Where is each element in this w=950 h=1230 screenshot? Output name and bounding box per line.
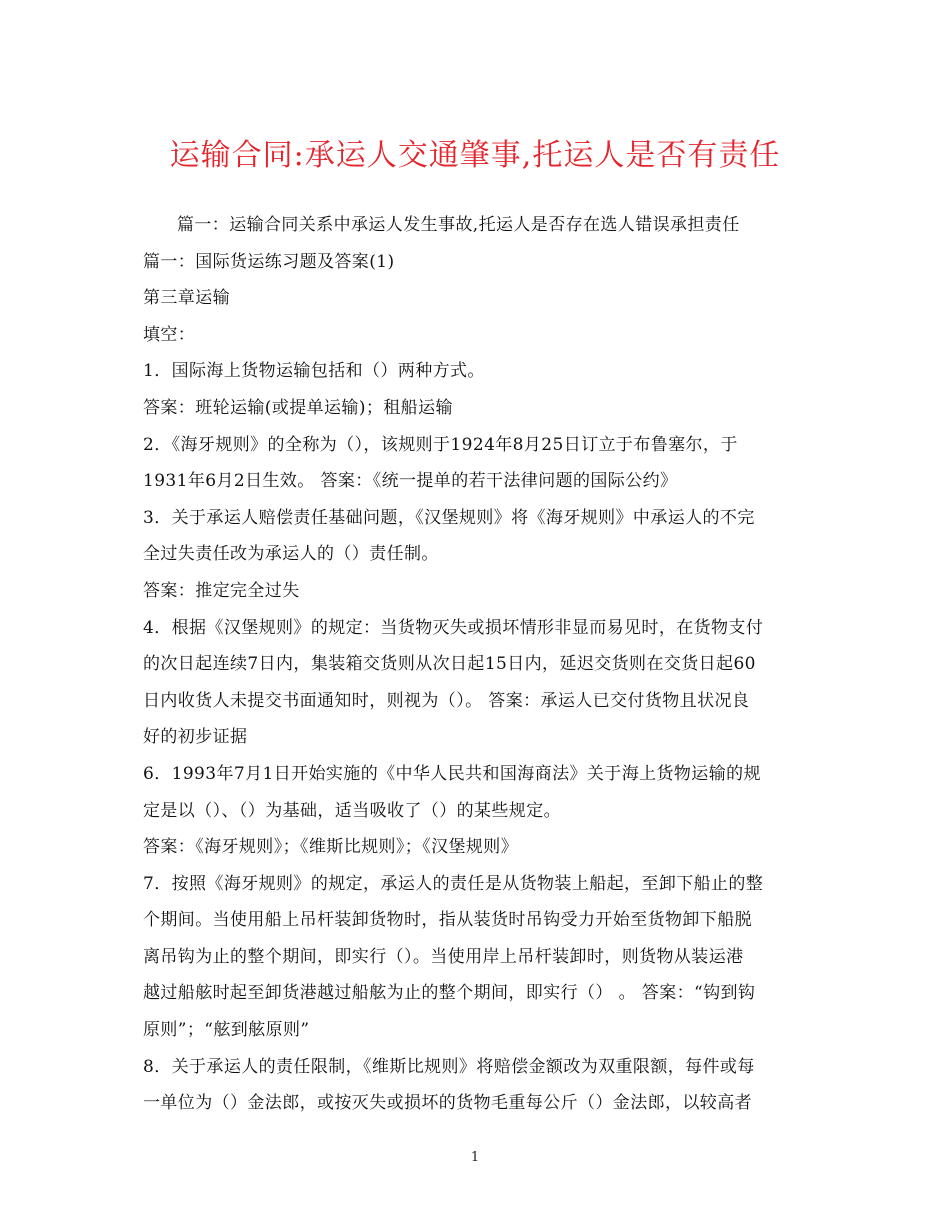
text-line: 篇一：国际货运练习题及答案(1) [143, 251, 395, 272]
text-line: 7．按照《海牙规则》的规定，承运人的责任是从货物装上船起，至卸下船止的整 [143, 873, 764, 894]
text-line: 的次日起连续7日内，集装箱交货则从次日起15日内，延迟交货则在交货日起60 [143, 654, 756, 675]
intro-line: 篇一：运输合同关系中承运人发生事故,托运人是否存在选人错误承担责任 [177, 215, 740, 235]
text-line: 日内收货人未提交书面通知时，则视为（）。 答案：承运人已交付货物且状况良 [143, 690, 750, 711]
text-line: 第三章运输 [143, 288, 230, 309]
text-line: 好的初步证据 [143, 727, 248, 748]
text-line: 1．国际海上货物运输包括和（）两种方式。 [143, 361, 485, 382]
text-line: 6．1993年7月1日开始实施的《中华人民共和国海商法》关于海上货物运输的规 [143, 763, 761, 784]
text-line: 越过船舷时起至卸货港越过船舷为止的整个期间，即实行（） 。 答案：“钩到钩 [143, 983, 756, 1004]
text-line: 原则”；“舷到舷原则” [143, 1020, 310, 1041]
text-line: 答案：推定完全过失 [143, 580, 300, 601]
text-line: 4．根据《汉堡规则》的规定：当货物灭失或损坏情形非显而易见时，在货物支付 [143, 617, 764, 638]
text-line: 全过失责任改为承运人的（）责任制。 [143, 544, 439, 565]
text-line: 3．关于承运人赔偿责任基础问题，《汉堡规则》将《海牙规则》中承运人的不完 [143, 507, 755, 528]
text-line: 2．《海牙规则》的全称为（），该规则于1924年8月25日订立于布鲁塞尔，于 [143, 434, 738, 455]
text-line: 答案：《海牙规则》；《维斯比规则》；《汉堡规则》 [143, 837, 519, 858]
text-line: 定是以（）、（）为基础，适当吸收了（）的某些规定。 [143, 800, 561, 821]
page-number: 1 [470, 1150, 480, 1165]
text-line: 个期间。当使用船上吊杆装卸货物时，指从装货时吊钩受力开始至货物卸下船脱 [143, 910, 752, 931]
text-line: 填空： [143, 324, 196, 345]
text-line: 8．关于承运人的责任限制，《维斯比规则》将赔偿金额改为双重限额，每件或每 [143, 1056, 755, 1077]
document-body [143, 207, 808, 1122]
document-title: 运输合同:承运人交通肇事,托运人是否有责任 [169, 138, 781, 173]
text-line: 一单位为（）金法郎，或按灭失或损坏的货物毛重每公斤（）金法郎，以较高者 [143, 1093, 752, 1114]
text-line: 离吊钩为止的整个期间，即实行（）。当使用岸上吊杆装卸时，则货物从装运港 [143, 946, 744, 967]
text-line: 1931年6月2日生效。 答案：《统一提单的若干法律问题的国际公约》 [143, 471, 678, 492]
text-line: 答案：班轮运输(或提单运输)；租船运输 [143, 397, 453, 418]
